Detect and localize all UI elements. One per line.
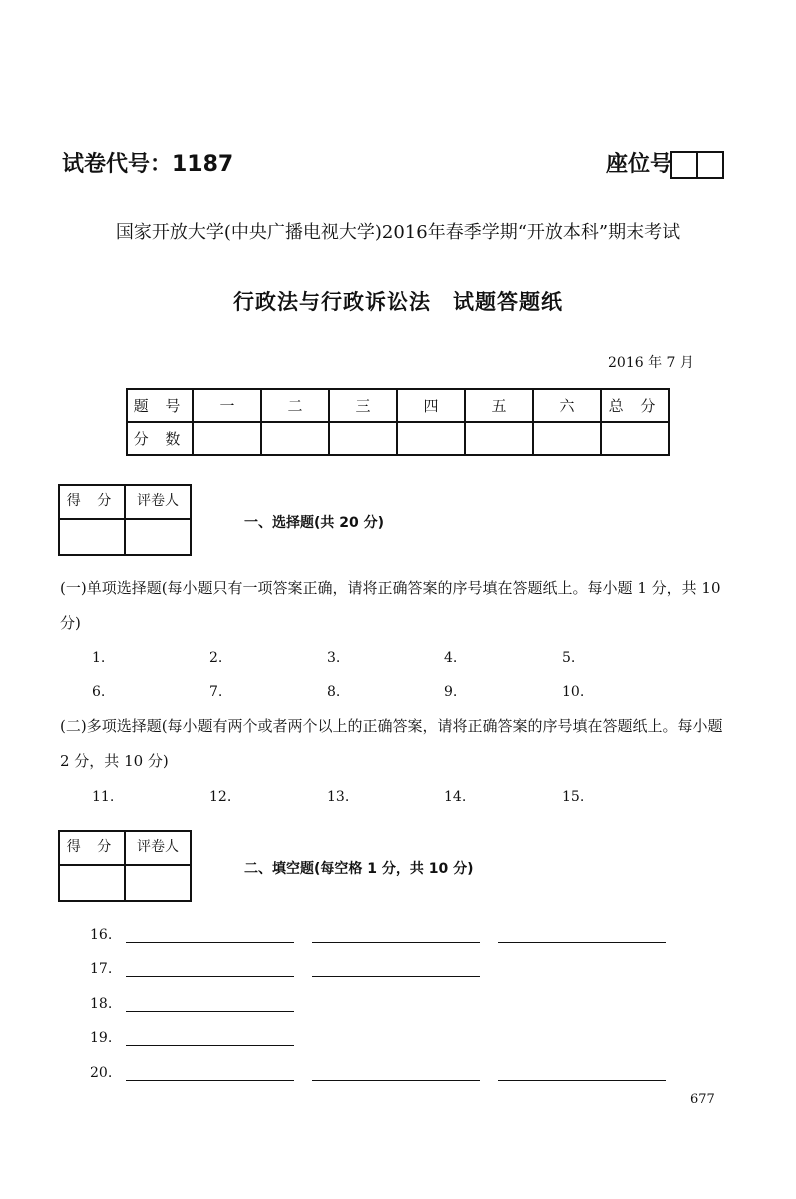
fill-blank-number: 20. [90, 1065, 113, 1081]
grader-box [58, 830, 192, 902]
page-title: 行政法与行政诉讼法 试题答题纸 [233, 290, 563, 314]
instruction-text: (二)多项选择题(每小题有两个或者两个以上的正确答案，请将正确答案的序号填在答题纸上。每小题 2 分，共 10 分) [60, 717, 723, 770]
score-cell[interactable] [533, 422, 601, 455]
score-table-col: 四 [397, 389, 465, 422]
answer-item: 4. [444, 650, 458, 666]
score-table-col: 二 [261, 389, 329, 422]
answer-item: 3. [327, 650, 341, 666]
fill-blank-line[interactable] [126, 960, 294, 977]
score-table-col: 三 [329, 389, 397, 422]
score-table-row-label: 分 数 [127, 422, 193, 455]
exam-date: 2016 年 7 月 [608, 355, 694, 371]
fill-blank-number: 18. [90, 996, 113, 1012]
fill-blank-row [90, 926, 670, 943]
grader-label: 评卷人 [125, 831, 191, 865]
section-heading: 一、选择题(共 20 分) [244, 515, 385, 531]
section-heading: 二、填空题(每空格 1 分，共 10 分) [244, 861, 474, 877]
score-label: 得 分 [59, 485, 125, 519]
score-cell[interactable] [397, 422, 465, 455]
fill-blank-line[interactable] [312, 926, 480, 943]
answer-item: 10. [562, 684, 585, 700]
seat-box[interactable] [696, 151, 724, 179]
answer-item: 13. [327, 789, 350, 805]
answer-item: 14. [444, 789, 467, 805]
seat-label: 座位号 [606, 152, 673, 177]
fill-blank-line[interactable] [498, 1064, 666, 1081]
score-cell[interactable] [465, 422, 533, 455]
fill-blank-row [90, 1064, 670, 1081]
fill-blank-line[interactable] [126, 1029, 294, 1046]
paper-code: 试卷代号：1187 [62, 152, 234, 177]
grader-label: 评卷人 [125, 485, 191, 519]
answer-item: 1. [92, 650, 106, 666]
fill-blank-number: 16. [90, 927, 113, 943]
instruction-text: (一)单项选择题(每小题只有一项答案正确，请将正确答案的序号填在答题纸上。每小题 1 分，共 10 分) [60, 579, 721, 632]
fill-blank-line[interactable] [498, 926, 666, 943]
fill-blank-line[interactable] [126, 1064, 294, 1081]
score-label: 得 分 [59, 831, 125, 865]
answer-item: 8. [327, 684, 341, 700]
answer-item: 15. [562, 789, 585, 805]
fill-blank-line[interactable] [126, 926, 294, 943]
answer-item: 2. [209, 650, 223, 666]
score-cell[interactable] [601, 422, 669, 455]
score-cell[interactable] [59, 865, 125, 901]
score-table-col: 六 [533, 389, 601, 422]
grader-cell[interactable] [125, 519, 191, 555]
fill-blank-line[interactable] [312, 1064, 480, 1081]
grader-cell[interactable] [125, 865, 191, 901]
seat-box[interactable] [670, 151, 698, 179]
page-number: 677 [690, 1092, 715, 1107]
score-table [126, 388, 670, 456]
fill-blank-number: 17. [90, 961, 113, 977]
score-table-col: 总 分 [601, 389, 669, 422]
fill-blank-line[interactable] [126, 995, 294, 1012]
score-table-header-row [127, 389, 669, 422]
answer-item: 9. [444, 684, 458, 700]
answer-item: 6. [92, 684, 106, 700]
score-cell[interactable] [193, 422, 261, 455]
seat-number [606, 147, 724, 179]
score-table-col: 五 [465, 389, 533, 422]
fill-blank-row [90, 960, 484, 977]
fill-blank-row [90, 1029, 298, 1046]
score-cell[interactable] [59, 519, 125, 555]
answer-item: 7. [209, 684, 223, 700]
score-cell[interactable] [329, 422, 397, 455]
score-table-col: 一 [193, 389, 261, 422]
fill-blank-line[interactable] [312, 960, 480, 977]
answer-item: 5. [562, 650, 576, 666]
score-table-row-label: 题 号 [127, 389, 193, 422]
fill-blank-number: 19. [90, 1030, 113, 1046]
score-cell[interactable] [261, 422, 329, 455]
answer-item: 11. [92, 789, 115, 805]
score-table-score-row [127, 422, 669, 455]
exam-line: 国家开放大学(中央广播电视大学)2016年春季学期“开放本科”期末考试 [115, 222, 681, 243]
fill-blank-row [90, 995, 298, 1012]
grader-box [58, 484, 192, 556]
answer-item: 12. [209, 789, 232, 805]
